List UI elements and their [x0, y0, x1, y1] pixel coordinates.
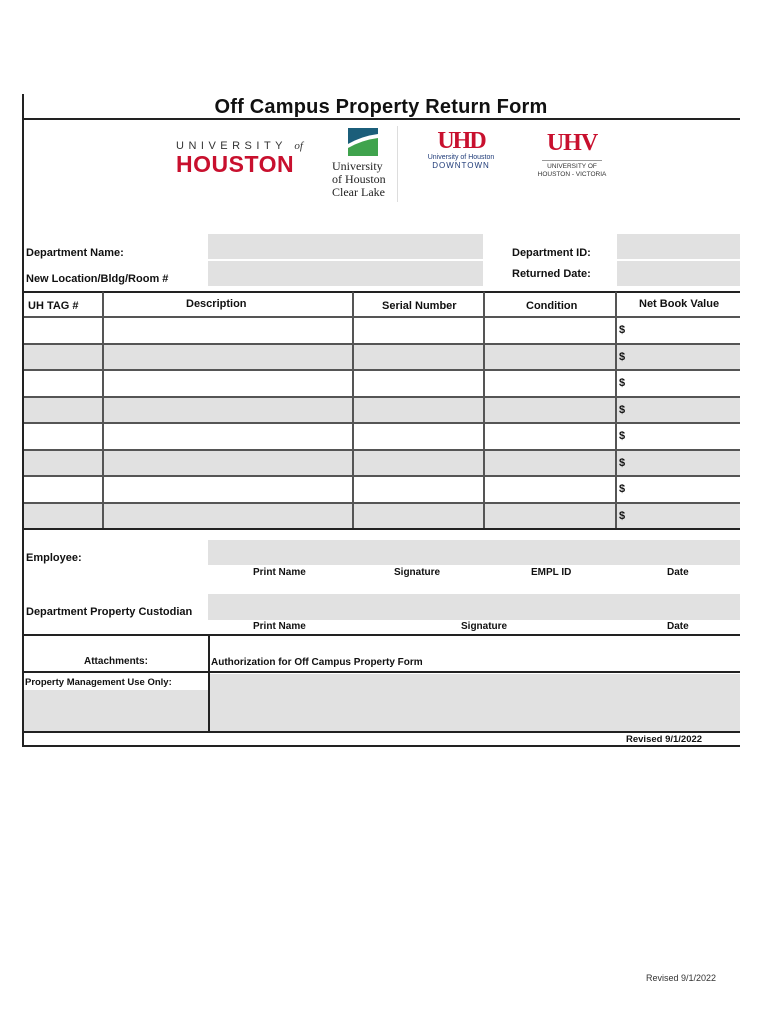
attachments-bottom-rule: [22, 671, 740, 673]
currency-symbol: $: [619, 509, 626, 522]
description-cell[interactable]: [103, 423, 353, 450]
custodian-input[interactable]: [208, 594, 740, 620]
description-cell[interactable]: [103, 344, 353, 371]
serial-cell[interactable]: [353, 397, 484, 424]
attachments-label: Attachments:: [84, 656, 148, 667]
net-book-value-cell[interactable]: [616, 397, 740, 424]
uh-tag-cell[interactable]: [24, 344, 103, 371]
uh-logo-top-text: UNIVERSITY: [176, 140, 287, 152]
condition-cell[interactable]: [484, 503, 616, 530]
table-row: [24, 317, 740, 344]
uhd-logo: [424, 128, 498, 180]
uhcl-logo: [328, 126, 398, 202]
employee-signature: Signature: [394, 567, 441, 578]
serial-cell[interactable]: [353, 476, 484, 503]
condition-cell[interactable]: [484, 317, 616, 344]
custodian-date: Date: [667, 621, 689, 632]
department-name-input[interactable]: [208, 234, 483, 259]
uhd-logo-sub: University of Houston: [427, 154, 495, 161]
condition-cell[interactable]: [484, 344, 616, 371]
custodian-bottom-rule: [22, 634, 740, 636]
currency-symbol: $: [619, 377, 626, 389]
property-mgmt-bottom-rule: [22, 731, 740, 733]
uh-logo-main-text: HOUSTON: [176, 151, 295, 177]
uhv-logo: [528, 128, 616, 190]
net-book-value-cell[interactable]: [616, 476, 740, 503]
table-row: [24, 450, 740, 477]
employee-label: Employee:: [26, 552, 82, 564]
table-row: [24, 503, 740, 530]
uh-logo: [176, 140, 301, 180]
net-book-value-cell[interactable]: [616, 317, 740, 344]
attachments-value: Authorization for Off Campus Property Form: [211, 657, 423, 668]
employee-print-name: Print Name: [253, 567, 306, 578]
currency-symbol: $: [619, 456, 626, 469]
uhcl-line-2: of Houston: [332, 172, 386, 186]
currency-symbol: $: [619, 483, 626, 495]
uh-tag-cell[interactable]: [24, 397, 103, 424]
header-cell-condition: [484, 291, 616, 317]
table-row: [24, 344, 740, 371]
uhcl-line-1: University: [332, 159, 383, 173]
employee-empl-id: EMPL ID: [531, 567, 572, 578]
header-cell-serial: [353, 291, 484, 317]
currency-symbol: $: [619, 430, 626, 442]
uhd-logo-mark: UHD: [437, 128, 485, 154]
header-uh-tag: UH TAG #: [28, 300, 79, 312]
uh-tag-cell[interactable]: [24, 370, 103, 397]
employee-date: Date: [667, 567, 689, 578]
description-cell[interactable]: [103, 370, 353, 397]
condition-cell[interactable]: [484, 450, 616, 477]
uhv-logo-mark: UHV: [546, 130, 598, 156]
property-mgmt-label: Property Management Use Only:: [25, 677, 172, 688]
property-table: [24, 291, 740, 529]
serial-cell[interactable]: [353, 423, 484, 450]
net-book-value-cell[interactable]: [616, 450, 740, 477]
net-book-value-cell[interactable]: [616, 503, 740, 530]
table-row: [24, 423, 740, 450]
form-bottom-rule: [22, 745, 740, 747]
serial-cell[interactable]: [353, 450, 484, 477]
custodian-signature: Signature: [461, 621, 508, 632]
uh-logo-of-text: of: [294, 140, 303, 152]
header-condition: Condition: [526, 300, 578, 312]
page-revised-date: Revised 9/1/2022: [646, 973, 717, 983]
department-name-label: Department Name:: [26, 247, 124, 259]
header-cell-net-book-value: [616, 291, 740, 317]
returned-date-input[interactable]: [617, 261, 740, 286]
table-row: [24, 476, 740, 503]
header-cell-description: [103, 291, 353, 317]
employee-input[interactable]: [208, 540, 740, 565]
header-net-book-value: Net Book Value: [639, 298, 720, 310]
description-cell[interactable]: [103, 503, 353, 530]
table-row: [24, 370, 740, 397]
currency-symbol: $: [619, 403, 626, 416]
property-mgmt-input[interactable]: [210, 674, 740, 731]
uh-tag-cell[interactable]: [24, 450, 103, 477]
table-row: [24, 397, 740, 424]
new-location-label: New Location/Bldg/Room #: [26, 273, 169, 285]
returned-date-label: Returned Date:: [512, 268, 591, 280]
custodian-label: Department Property Custodian: [26, 606, 193, 618]
description-cell[interactable]: [103, 476, 353, 503]
table-bottom-rule: [22, 528, 740, 530]
uhd-logo-downtown: DOWNTOWN: [432, 161, 490, 170]
condition-cell[interactable]: [484, 423, 616, 450]
uh-tag-cell[interactable]: [24, 317, 103, 344]
description-cell[interactable]: [103, 397, 353, 424]
uh-tag-cell[interactable]: [24, 503, 103, 530]
serial-cell[interactable]: [353, 503, 484, 530]
uhcl-line-3: Clear Lake: [332, 185, 385, 199]
currency-symbol: $: [619, 324, 626, 336]
serial-cell[interactable]: [353, 370, 484, 397]
condition-cell[interactable]: [484, 476, 616, 503]
serial-cell[interactable]: [353, 344, 484, 371]
department-id-input[interactable]: [617, 234, 740, 259]
uhv-logo-sub-1: UNIVERSITY OF: [547, 163, 597, 170]
custodian-print-name: Print Name: [253, 621, 306, 632]
net-book-value-cell[interactable]: [616, 370, 740, 397]
uhv-logo-sub-2: HOUSTON - VICTORIA: [537, 171, 607, 178]
net-book-value-cell[interactable]: [616, 423, 740, 450]
form-revised-date: Revised 9/1/2022: [626, 734, 703, 745]
header-serial-number: Serial Number: [382, 300, 457, 312]
header-description: Description: [186, 298, 247, 310]
page-title: Off Campus Property Return Form: [214, 96, 548, 118]
property-mgmt-left-area: [24, 690, 208, 731]
serial-cell[interactable]: [353, 317, 484, 344]
condition-cell[interactable]: [484, 397, 616, 424]
uh-tag-cell[interactable]: [24, 476, 103, 503]
currency-symbol: $: [619, 350, 626, 363]
department-id-label: Department ID:: [512, 247, 591, 259]
uhcl-emblem-icon: [348, 128, 378, 156]
new-location-input[interactable]: [208, 261, 483, 286]
description-cell[interactable]: [103, 450, 353, 477]
condition-cell[interactable]: [484, 370, 616, 397]
header-cell-uh-tag: [24, 291, 103, 317]
uh-tag-cell[interactable]: [24, 423, 103, 450]
description-cell[interactable]: [103, 317, 353, 344]
net-book-value-cell[interactable]: [616, 344, 740, 371]
